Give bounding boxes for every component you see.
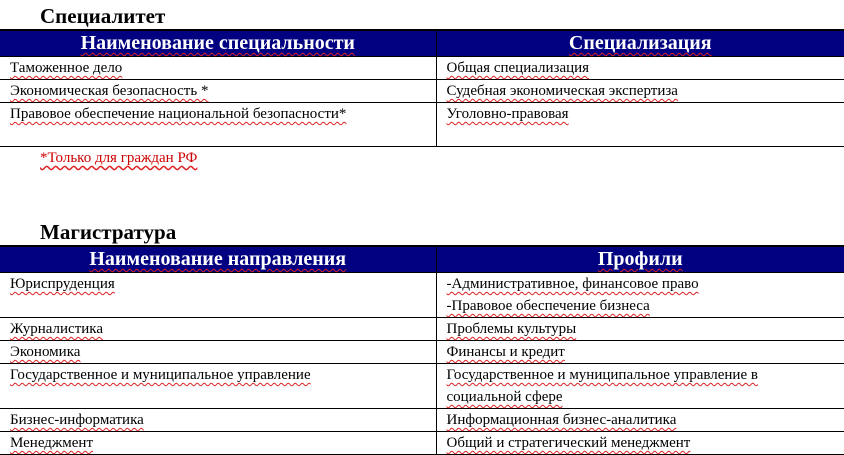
table-row [0,318,844,341]
table-row [0,364,844,409]
table-cell: Судебная экономическая экспертиза [436,80,844,103]
column-header-specialization: Специализация [436,30,844,57]
column-header-profiles: Профили [436,246,844,273]
table-row [0,57,844,80]
citizenship-note: *Только для граждан РФ [40,150,198,166]
table-cell: Правовое обеспечение национальной безопасности* [0,103,436,147]
column-header-specialty: Наименование специальности [0,30,436,57]
table-cell: Проблемы культуры [436,318,844,341]
table-cell: Государственное и муниципальное управление [0,364,436,409]
table-cell: Бизнес-информатика [0,409,436,432]
table-cell: Таможенное дело [0,57,436,80]
table-cell: Общая специализация [436,57,844,80]
table-cell: Юриспруденция [0,273,436,318]
table-row [0,341,844,364]
table-row [0,409,844,432]
column-header-direction: Наименование направления [0,246,436,273]
table-header-row [0,30,844,57]
table-row [0,103,844,147]
table-cell: Финансы и кредит [436,341,844,364]
table-cell: Менеджмент [0,432,436,455]
table-header-row [0,246,844,273]
table-cell: Информационная бизнес-аналитика [436,409,844,432]
table-cell: Уголовно-правовая [436,103,844,147]
table-row [0,432,844,455]
specialitet-title: Специалитет [40,4,166,28]
table-row [0,80,844,103]
table-cell: Государственное и муниципальное управление в социальной сфере [436,364,844,409]
table-cell: -Административное, финансовое право -Правовое обеспечение бизнеса [436,273,844,318]
table-cell: Экономика [0,341,436,364]
magistratura-table [0,245,844,455]
specialitet-table [0,29,844,147]
table-cell: Журналистика [0,318,436,341]
table-cell: Общий и стратегический менеджмент [436,432,844,455]
table-row [0,273,844,318]
table-cell: Экономическая безопасность * [0,80,436,103]
magistratura-title: Магистратура [40,220,177,244]
